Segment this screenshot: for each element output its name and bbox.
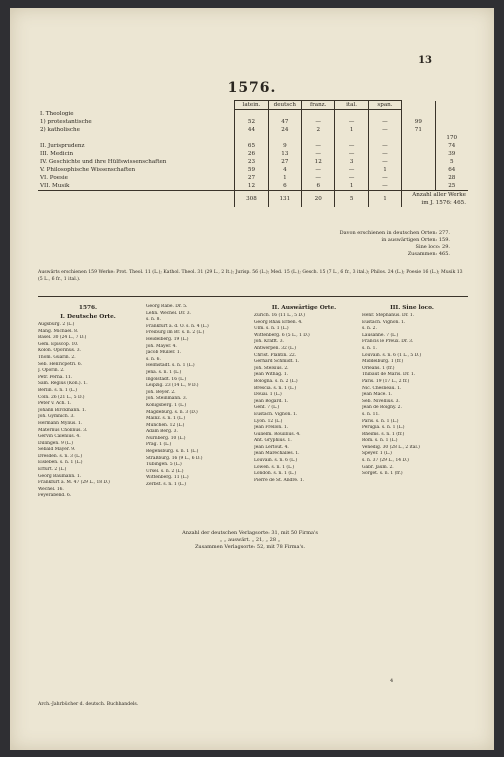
list-item: Joh. Beyer. 2. — [146, 389, 176, 395]
list-item: Georg Rhau Erben. 4. — [254, 319, 303, 325]
row-value — [335, 110, 368, 119]
row-value: — — [335, 150, 368, 158]
list-item: Tübingen. 5 (L.) — [146, 462, 182, 468]
list-item: Jean de Roigny. 2. — [362, 405, 402, 411]
list-item: Ulm. s. n. 1 (L.) — [254, 326, 289, 332]
book-page — [10, 8, 494, 750]
list-item: Cöln. 26 (21 L., 5 D.) — [38, 394, 85, 400]
row-value: 25 — [435, 182, 468, 191]
list-item: Jacob Müller. 1. — [146, 350, 182, 356]
table-row — [38, 118, 468, 126]
list-item: Christ. Plantin. 22. — [254, 352, 297, 358]
list-item: Jean Withag. 1. — [254, 372, 289, 378]
row-value: 6 — [302, 182, 335, 191]
publisher-summary: Anzahl der deutschen Verlagsorte: 31, mit 50 Firma's „ „ auswärt. „ 21, „ 28 „ Zusammen Verlagsorte: 52, mit 78 Firma's. — [182, 530, 318, 550]
row-value: 52 — [235, 118, 268, 126]
row-value: 64 — [435, 166, 468, 174]
row-value: — — [368, 150, 401, 158]
table-row — [38, 142, 468, 150]
list-item: Berlin. s. n. 1 (L.) — [38, 387, 77, 393]
list-item: Zerbst. s. n. 1 (L.) — [146, 482, 186, 488]
list-item: Feyerabend. 6. — [38, 493, 72, 499]
list-item: Zürich. 16 (11 L., 5 D.) — [254, 313, 305, 318]
list-item: Sebald Mayer. 9. — [38, 447, 76, 453]
list-item: Perugia. s. n. 1 (L.) — [362, 425, 405, 431]
row-value: — — [368, 158, 401, 166]
list-item: Prag. 1 (L.) — [146, 442, 172, 448]
header-french: franz. — [302, 101, 335, 110]
place-column — [38, 304, 138, 519]
list-item: Venedig. 30 (28 L., 2 ital.) — [362, 444, 420, 450]
bottom-note: Arch.-Jahrbücher d. deutsch. Buchhandels. — [38, 702, 139, 707]
list-item: Eustach. Vignon. 1. — [362, 319, 406, 325]
statistics-table — [38, 100, 468, 207]
list-item: s. n. 8. — [146, 317, 161, 323]
list-item: Thom. Guarin. 2. — [38, 354, 76, 360]
place-columns — [38, 304, 468, 519]
row-value: 1 — [368, 166, 401, 174]
list-item: Leipzig. 23 (14 L., 9 D.) — [146, 383, 199, 389]
row-value: — — [302, 150, 335, 158]
row-value: — — [302, 118, 335, 126]
row-value: — — [335, 166, 368, 174]
place-column — [254, 304, 354, 519]
list-item: Joh. Stelsius. 2. — [254, 365, 289, 371]
row-value: 1 — [268, 174, 301, 182]
row-value: 27 — [268, 158, 301, 166]
list-item: Ursel. s. n. 2 (L.) — [146, 468, 184, 474]
list-item: Straßburg. 16 (9 L., 6 D.) — [146, 455, 203, 461]
list-item: Georg Baumann. 1. — [38, 473, 82, 479]
list-item: Johann Birckmann. 1. — [38, 407, 87, 413]
row-value: 170 — [435, 134, 468, 142]
list-item: München. 12 (L.) — [146, 422, 185, 428]
list-item: Adam Berg. 3. — [146, 429, 178, 435]
row-value — [368, 110, 401, 119]
row-value — [335, 134, 368, 142]
list-item: Jean Frellon. 1. — [254, 425, 289, 431]
list-item: Sorget. s. n. 1 (fr.) — [362, 471, 403, 477]
list-item: Georg Rabe. Dr. 5. — [146, 304, 188, 309]
list-item: Löwen. s. n. 1 (L.) — [254, 464, 295, 470]
row-value: 9 — [268, 142, 301, 150]
list-item: Gulielm. Rouillius. 4. — [254, 431, 301, 437]
table-row — [38, 134, 468, 142]
row-value: — — [368, 174, 401, 182]
list-item: Joh. Steinmann. 3. — [146, 396, 188, 402]
row-value: 26 — [235, 150, 268, 158]
list-item: Paris. 19 (17 L., 2 fr.) — [362, 378, 410, 384]
row-label: VII. Musik — [40, 183, 70, 189]
list-item: Jean Marechalles. 1. — [254, 451, 300, 457]
row-value: — — [368, 118, 401, 126]
row-value — [435, 118, 468, 126]
list-item: J. Oporin. 2. — [38, 368, 65, 374]
row-value: — — [368, 142, 401, 150]
list-item: Lyon. 12 (L.) — [254, 418, 283, 424]
list-item: Orleans. 1 (fr.) — [362, 365, 395, 371]
row-value — [402, 182, 435, 191]
place-column — [146, 304, 246, 519]
column-subheading: II. Auswärtige Orte. — [271, 305, 337, 311]
row-value: 99 — [402, 118, 435, 126]
list-item: Louvain. s. n. 6 (1 L., 5 D.) — [362, 352, 422, 358]
row-value: — — [335, 174, 368, 182]
row-value — [302, 134, 335, 142]
list-item: Ant. Gryphius. 1. — [254, 438, 292, 444]
table-row — [38, 166, 468, 174]
table-header-row — [38, 101, 468, 110]
row-value — [368, 134, 401, 142]
list-item: Gabr. Jaum. 2. — [362, 464, 394, 470]
list-item: Jean Lertout. 4. — [254, 444, 289, 450]
list-item: Rheims. s. n. 1 (fr.) — [362, 431, 405, 437]
list-item: s. n. 1. — [362, 345, 377, 351]
row-value: 2 — [302, 126, 335, 134]
list-item: Wittenberg. 11 (L.) — [146, 475, 189, 481]
list-item: Rom. s. n. 1 (L.) — [362, 438, 398, 444]
row-value — [402, 110, 435, 119]
list-item: Kolon. Oporinus. 3. — [38, 348, 81, 354]
row-value: 44 — [235, 126, 268, 134]
table-row — [38, 126, 468, 134]
row-value: 39 — [435, 150, 468, 158]
row-label: 1) protestantische — [40, 119, 92, 125]
row-value — [402, 150, 435, 158]
list-item: Peter v. Ach. 1. — [38, 401, 72, 407]
list-item: Francis le Preux. Dr. 3. — [362, 339, 414, 345]
list-item: Gem. Episcop. 10. — [38, 341, 79, 347]
row-value — [268, 110, 301, 119]
list-item: s. n. 37 (29 L., 14 D.) — [362, 458, 409, 464]
row-value: 71 — [402, 126, 435, 134]
list-item: Magdeburg. s. n. 3 (D.) — [146, 409, 198, 415]
row-label: IV. Geschichte und ihre Hülfswissenschaften — [40, 159, 167, 165]
list-item: Jean Macé. 1. — [362, 392, 393, 398]
list-item: Eisleben. s. n. 1 (L.) — [38, 460, 83, 466]
row-label: I. Theologie — [40, 110, 74, 117]
list-item: Nürnberg. 10 (L.) — [146, 435, 186, 441]
list-item: Hermann Mylius. 1. — [38, 420, 83, 426]
row-value: — — [302, 174, 335, 182]
row-value: 74 — [435, 142, 468, 150]
list-item: Gervin Calenius. 4. — [38, 434, 81, 440]
list-item: Jean Bogard. 1. — [254, 398, 289, 404]
list-item: Wittenberg. 6 (5 L., 1 D.) — [254, 332, 310, 338]
list-item: Dillingen. 9 (L.) — [38, 440, 73, 446]
row-value: 1 — [335, 126, 368, 134]
column-subheading: I. Deutsche Orte. — [60, 314, 116, 320]
divider — [38, 296, 468, 297]
row-value: — — [302, 166, 335, 174]
list-item: Dresden. s. n. 3 (L.) — [38, 453, 83, 459]
footnote: Davon erschienen in deutschen Orten: 277. in auswärtigen Orten: 159. Sine loco: 29. Zusammen: 465. — [339, 230, 450, 257]
row-value: 6 — [268, 182, 301, 191]
list-item: Joh. Gymnich. 3. — [38, 414, 75, 420]
page-number: 13 — [418, 55, 432, 66]
row-value — [235, 134, 268, 142]
list-item: Speyer. 1 (L.) — [362, 451, 392, 457]
row-value: 65 — [235, 142, 268, 150]
row-value: 59 — [235, 166, 268, 174]
list-item: Mainz. s. n. 1 (L.) — [146, 416, 186, 422]
row-label: V. Philosophische Wissenschaften — [40, 167, 136, 173]
list-item: Petr. Perna. 11. — [38, 374, 73, 380]
row-value — [435, 110, 468, 119]
list-item: Eustach. Vignon. 1. — [254, 411, 298, 417]
row-label: III. Medicin — [40, 151, 74, 157]
list-item: Seb. Nivellius. 3. — [362, 398, 400, 404]
row-label: II. Jurisprudenz — [40, 143, 85, 149]
list-item: Helmstädt. s. n. 1 (L.) — [146, 363, 195, 369]
row-value: 23 — [235, 158, 268, 166]
header-italian: ital. — [335, 101, 368, 110]
row-value: 13 — [268, 150, 301, 158]
list-item: Sam. Regius (Kön.). 1. — [38, 381, 88, 387]
list-item: Paris. s. n. 1 (L.) — [362, 418, 399, 424]
row-value: 47 — [268, 118, 301, 126]
row-value — [435, 126, 468, 134]
list-item: Mang. Michael. 8. — [38, 328, 79, 334]
row-value: — — [335, 142, 368, 150]
row-value: — — [368, 126, 401, 134]
list-item: s. n. 2. — [362, 326, 377, 332]
table-row — [38, 110, 468, 119]
list-item: Antwerpen. 32 (L.) — [254, 345, 296, 351]
signature-mark: 4 — [390, 678, 394, 684]
row-value: — — [368, 182, 401, 191]
list-item: Lehn. Wechel. Dr. 3. — [146, 310, 191, 316]
list-item: Joh. Mayer. 4. — [146, 343, 177, 349]
total-works: Anzahl aller Werke im J. 1576: 465. — [402, 191, 468, 208]
list-item: Frankfurt a. d. O. s. n. 4 (L.) — [146, 323, 209, 329]
list-item: Heidelberg. 19 (L.) — [146, 336, 189, 342]
place-column — [362, 304, 462, 519]
list-item: Douai. 1 (L.) — [254, 392, 282, 398]
totals-row: 308 131 20 5 1 Anzahl aller Werke im J. 1576: 465. — [38, 191, 468, 208]
page-title: 1576. — [227, 80, 277, 96]
list-item: Regensburg. s. n. 1 (L.) — [146, 449, 199, 455]
list-item: Wechel. 16. — [38, 486, 64, 492]
row-label: 2) katholische — [40, 127, 80, 133]
list-item: Freiburg im Br. s. n. 2 (L.) — [146, 330, 205, 336]
list-item: Augsburg. 2 (L.) — [38, 322, 75, 327]
table-row — [38, 150, 468, 158]
row-value — [235, 110, 268, 119]
table-row — [38, 174, 468, 182]
row-value — [302, 110, 335, 119]
list-item: Königsberg. 1 (L.) — [146, 402, 187, 408]
row-value — [402, 174, 435, 182]
row-value: 27 — [235, 174, 268, 182]
list-item: Nic. Chesneau. 1. — [362, 385, 402, 391]
row-value — [402, 166, 435, 174]
row-value: 3 — [335, 158, 368, 166]
row-value: 12 — [235, 182, 268, 191]
list-item: Genf. 7 (L.) — [254, 405, 280, 411]
row-label: VI. Poesie — [40, 175, 68, 181]
row-value: — — [302, 142, 335, 150]
row-value — [402, 142, 435, 150]
list-item: Henr. Stephanus. Dr. 1. — [362, 313, 415, 318]
list-item: Bologna. s. n. 2 (L.) — [254, 378, 298, 384]
list-item: Brescia. s. n. 1 (L.) — [254, 385, 297, 391]
list-item: Maternus Cholinus. 3. — [38, 427, 88, 433]
list-item: Joh. Krafft. 3. — [254, 339, 284, 345]
row-value: — — [335, 118, 368, 126]
row-value: 28 — [435, 174, 468, 182]
row-value — [402, 134, 435, 142]
column-heading: 1576. — [78, 305, 98, 311]
row-value: 4 — [268, 166, 301, 174]
list-item: Pierre de St. André. 1. — [254, 477, 305, 483]
table-row — [38, 182, 468, 191]
list-item: Basel. 30 (24 L., 7 D.) — [38, 335, 87, 341]
row-value: 5 — [435, 158, 468, 166]
row-value — [268, 134, 301, 142]
list-item: Gerhard Schmidt. 1. — [254, 359, 300, 365]
row-value: 12 — [302, 158, 335, 166]
row-value — [402, 158, 435, 166]
list-item: Louvain. s. n. 6 (L.) — [254, 458, 298, 464]
list-item: Seb. Henricpetri. 6. — [38, 361, 83, 367]
list-item: Thibaut de Maris. Dr. 1. — [362, 372, 416, 378]
column-subheading: III. Sine loco. — [390, 305, 434, 311]
list-item: Middelburg. 1 (fr.) — [362, 359, 404, 365]
row-label — [38, 134, 235, 142]
summary-text: Auswärts erschienen 159 Werke: Prot. Theol. 11 (L.); Kathol. Theol. 31 (29 L., 2 It.); Jurisp. 56 (L.); Med. 15 (L.); Gesch. 15 (7 L., 6 fr., 3 ital.); Philos. 24 (L.); Poesie 16 (L.); Musik 13 (5 L., 6 fr., 1 ital.). — [38, 270, 463, 282]
list-item: Ingolstadt. 16 (L.) — [146, 376, 187, 382]
header-latin: latein. — [235, 101, 268, 110]
row-value: 24 — [268, 126, 301, 134]
list-item: Jena. s. n. 1 (L.) — [146, 369, 182, 375]
list-item: Frankfurt a. M. 47 (29 L., 18 D.) — [38, 480, 110, 486]
row-value: 1 — [335, 182, 368, 191]
list-item: s. n. 11. — [362, 411, 380, 417]
header-german: deutsch — [268, 101, 301, 110]
list-item: s. n. 6. — [146, 356, 161, 362]
list-item: London. s. n. 1 (L.) — [254, 471, 297, 477]
table-row — [38, 158, 468, 166]
list-item: Erfurt. 2 (L.) — [38, 467, 67, 473]
header-spanish: span. — [368, 101, 401, 110]
list-item: Lausanne. 7 (L.) — [362, 332, 399, 338]
